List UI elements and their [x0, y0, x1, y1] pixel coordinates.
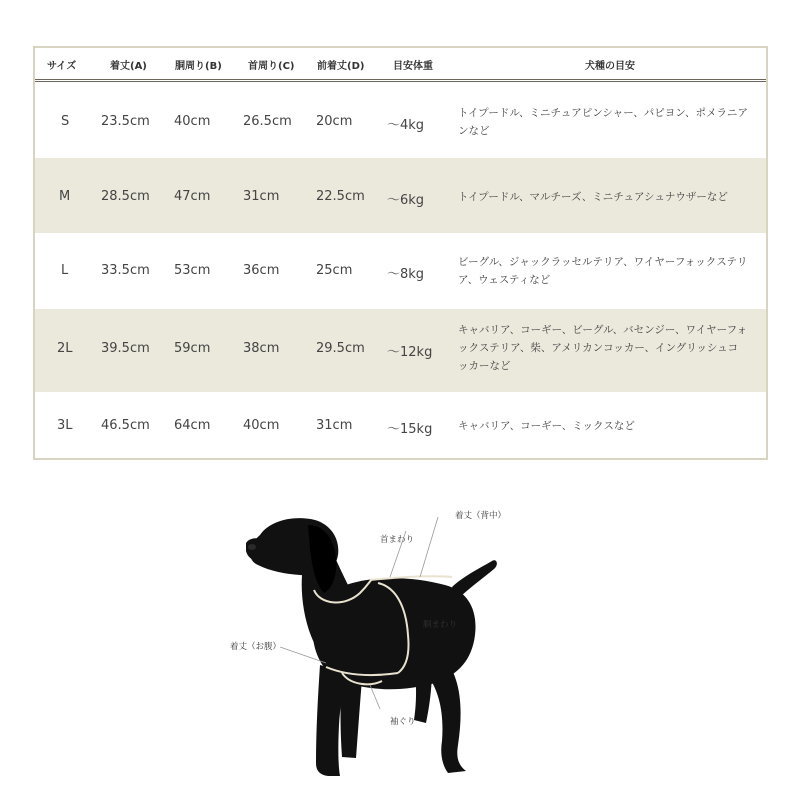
cell-size: S [61, 114, 70, 129]
cell-waist-b: 59cm [174, 341, 211, 356]
cell-waist-b: 53cm [174, 263, 211, 278]
header-weight: 目安体重 [393, 61, 433, 72]
cell-neck-c: 31cm [243, 189, 280, 204]
cell-size: L [61, 263, 69, 278]
cell-size: 2L [57, 341, 73, 356]
cell-waist-b: 64cm [174, 418, 211, 433]
cell-front-d: 22.5cm [316, 189, 365, 204]
label-waist: 胴まわり [423, 620, 458, 630]
cell-weight: 〜4kg [387, 118, 425, 133]
cell-length-a: 33.5cm [101, 263, 150, 278]
cell-neck-c: 38cm [243, 341, 280, 356]
label-armhole: 袖ぐり [390, 717, 416, 727]
cell-size: 3L [57, 418, 73, 433]
cell-front-d: 31cm [316, 418, 353, 433]
cell-neck-c: 40cm [243, 418, 280, 433]
cell-neck-c: 26.5cm [243, 114, 292, 129]
cell-waist-b: 47cm [174, 189, 211, 204]
header-length-a: 着丈(A) [110, 61, 147, 72]
table-row [35, 309, 766, 392]
header-waist-b: 胴周り(B) [175, 61, 222, 72]
cell-length-a: 28.5cm [101, 189, 150, 204]
cell-neck-c: 36cm [243, 263, 280, 278]
cell-weight: 〜6kg [387, 193, 425, 208]
label-belly-length: 着丈（お腹） [230, 642, 282, 652]
cell-weight: 〜8kg [387, 267, 425, 282]
cell-breeds: トイプードル、ミニチュアピンシャー、パピヨン、ポメラニアンなど [458, 107, 748, 137]
cell-breeds: トイプードル、マルチーズ、ミニチュアシュナウザーなど [458, 191, 728, 203]
table-row [35, 158, 766, 233]
cell-front-d: 20cm [316, 114, 353, 129]
header-front-d: 前着丈(D) [317, 61, 365, 72]
dog-measurement-diagram [220, 495, 540, 795]
cell-length-a: 39.5cm [101, 341, 150, 356]
cell-front-d: 25cm [316, 263, 353, 278]
cell-weight: 〜12kg [387, 345, 433, 360]
cell-waist-b: 40cm [174, 114, 211, 129]
cell-front-d: 29.5cm [316, 341, 365, 356]
header-size: サイズ [47, 61, 77, 72]
cell-length-a: 46.5cm [101, 418, 150, 433]
label-neck: 首まわり [380, 535, 415, 545]
cell-breeds: ビーグル、ジャックラッセルテリア、ワイヤーフォックステリア、ウェスティなど [458, 256, 748, 286]
table-row [35, 85, 766, 158]
table-row [35, 233, 766, 309]
table-header [35, 48, 766, 82]
header-breeds: 犬種の目安 [585, 61, 635, 72]
cell-weight: 〜15kg [387, 422, 433, 437]
size-table [33, 46, 768, 460]
cell-size: M [59, 189, 71, 204]
table-row [35, 392, 766, 458]
header-neck-c: 首周り(C) [248, 61, 295, 72]
cell-length-a: 23.5cm [101, 114, 150, 129]
label-back-length: 着丈（背中） [455, 511, 507, 521]
cell-breeds: キャバリア、コーギー、ビーグル、バセンジー、ワイヤーフォックステリア、柴、アメリカンコッカー、イングリッシュコッカーなど [458, 324, 748, 372]
cell-breeds: キャバリア、コーギー、ミックスなど [458, 420, 635, 432]
